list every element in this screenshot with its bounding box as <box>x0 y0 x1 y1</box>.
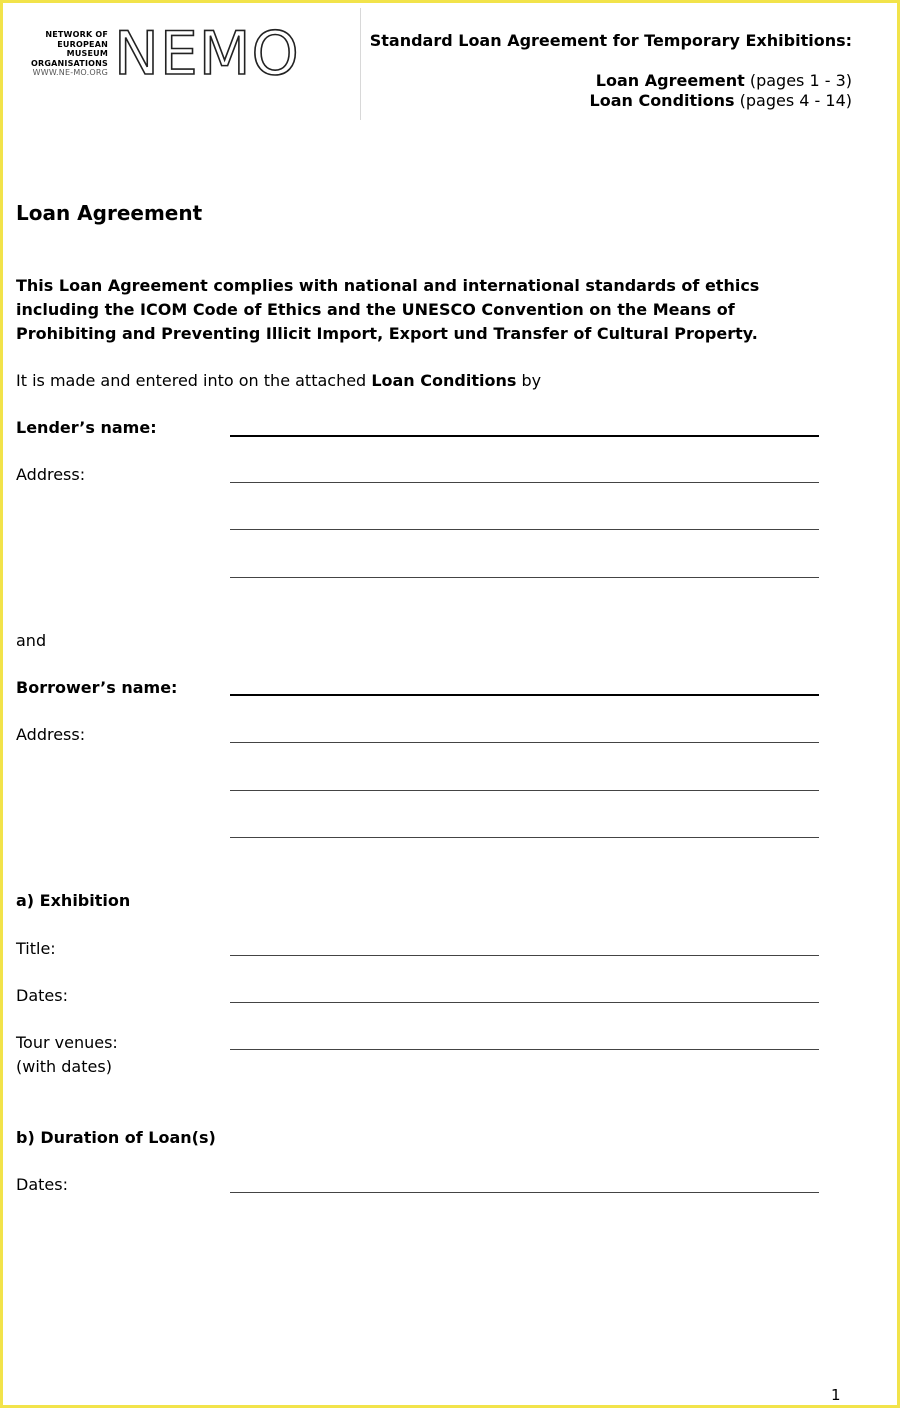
exhibition-dates-label: Dates: <box>16 986 68 1005</box>
exhibition-dates-field[interactable] <box>230 1002 819 1003</box>
tour-venues-label: Tour venues: <box>16 1033 118 1052</box>
duration-dates-label: Dates: <box>16 1175 68 1194</box>
logo-line-2: EUROPEAN <box>57 39 108 49</box>
borrower-address-line-2[interactable] <box>230 790 819 791</box>
page-heading: Loan Agreement <box>16 201 203 225</box>
nemo-wordmark: NEMO <box>114 19 300 89</box>
entered-bold: Loan Conditions <box>371 371 517 390</box>
tour-venues-sublabel: (with dates) <box>16 1057 112 1076</box>
intro-paragraph: This Loan Agreement complies with national and international standards of ethics including the ICOM Code of Ethics and the UNESCO Convention on the Means of Prohibiting and Preventing Illicit Import, Export und Transfer of Cultural Property. <box>16 276 760 343</box>
lender-address-line-3[interactable] <box>230 577 819 578</box>
lender-address-label: Address: <box>16 465 86 484</box>
lender-address-line-1[interactable] <box>230 482 819 483</box>
borrower-address-line-3[interactable] <box>230 837 819 838</box>
exhibition-heading: a) Exhibition <box>16 891 131 910</box>
entered-prefix: It is made and entered into on the attached <box>16 371 367 390</box>
agreement-label: Loan Agreement <box>595 71 745 90</box>
conditions-label: Loan Conditions <box>589 91 735 110</box>
exhibition-title-label: Title: <box>16 939 56 958</box>
exhibition-title-field[interactable] <box>230 955 819 956</box>
logo-line-3: MUSEUM <box>66 49 108 58</box>
conditions-pages: (pages 4 - 14) <box>739 91 852 110</box>
lender-name-label: Lender’s name: <box>16 418 157 437</box>
borrower-name-label: Borrower’s name: <box>16 678 178 697</box>
duration-heading: b) Duration of Loan(s) <box>16 1128 216 1147</box>
header-divider <box>360 8 361 120</box>
agreement-pages: (pages 1 - 3) <box>749 71 852 90</box>
lender-address-line-2[interactable] <box>230 529 819 530</box>
header-conditions-pages <box>590 91 853 110</box>
entered-statement <box>16 371 541 390</box>
header-agreement-pages <box>596 71 852 90</box>
logo-line-1: NETWORK OF <box>45 30 108 39</box>
tour-venues-field[interactable] <box>230 1049 819 1050</box>
logo-url: WWW.NE-MO.ORG <box>32 68 108 77</box>
borrower-address-line-1[interactable] <box>230 742 819 743</box>
logo-line-4: ORGANISATIONS <box>30 58 108 68</box>
borrower-address-label: Address: <box>16 725 86 744</box>
and-text: and <box>16 631 47 650</box>
duration-dates-field[interactable] <box>230 1192 819 1193</box>
lender-name-field[interactable] <box>230 435 819 437</box>
nemo-logo-caption <box>16 30 108 78</box>
document-title: Standard Loan Agreement for Temporary Exhibitions: <box>369 31 852 50</box>
borrower-name-field[interactable] <box>230 694 819 696</box>
page-number: 1 <box>831 1386 841 1404</box>
entered-suffix: by <box>521 371 542 390</box>
